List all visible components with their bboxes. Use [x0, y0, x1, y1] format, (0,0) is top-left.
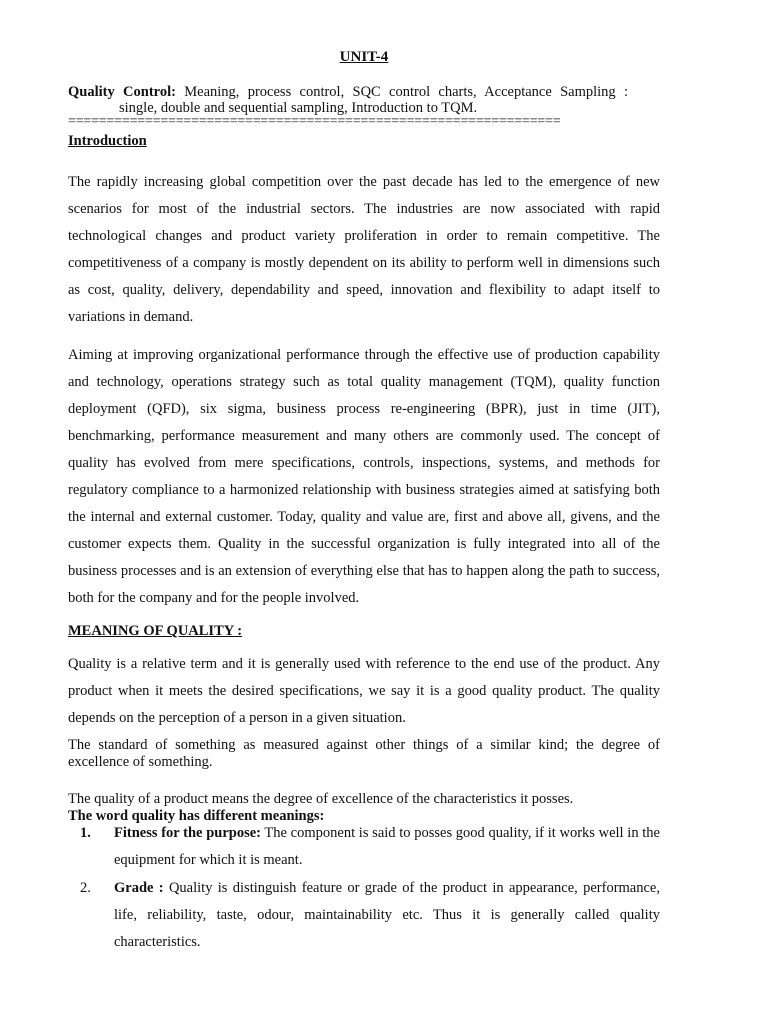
separator-line: ================================================================ — [68, 114, 561, 129]
introduction-paragraph-2: Aiming at improving organizational performance through the effective use of production capability and technology, operations strategy such as total quality management (TQM), quality function deployment (QFD), six sigma, business process re-engineering (BPR), just in time (JIT), benchmarking, performance measurement and many others are commonly used. The concept of quality has evolved from mere specifications, controls, inspections, systems, and methods for regulatory compliance to a harmonized relationship with business strategies aimed at satisfying both the internal and external customer. Today, quality and value are, first and above all, givens, and the customer expects them. Quality in the successful organization is fully integrated into all of the business processes and is an extension of everything else that has to happen along the path to success, both for the company and for the people involved. — [68, 347, 660, 606]
meanings-subheading: The word quality has different meanings: — [68, 808, 325, 824]
list-item-text: Quality is distinguish feature or grade of the product in appearance, performance, life, reliability, taste, odour, maintainability etc. Thus it is generally called quality characteristics. — [114, 880, 660, 950]
meanings-list — [68, 820, 660, 957]
list-item-term: Fitness for the purpose: — [114, 825, 261, 841]
document-page — [68, 0, 660, 1024]
syllabus-line-2: single, double and sequential sampling, Introduction to TQM. — [119, 100, 478, 116]
syllabus-block — [68, 84, 628, 116]
list-item-text: The component is said to posses good quality, if it works well in the equipment for which it is meant. — [114, 825, 660, 868]
list-item-number: 2. — [80, 880, 91, 896]
introduction-paragraph-1: The rapidly increasing global competition over the past decade has led to the emergence of new scenarios for most of the industrial sectors. The industries are now associated with rapid technological changes and product variety proliferation in order to remain competitive. The competitiveness of a company is mostly dependent on its ability to perform well in dimensions such as cost, quality, delivery, dependability and speed, innovation and flexibility to adapt itself to variations in demand. — [68, 174, 660, 325]
syllabus-line-1: Meaning, process control, SQC control charts, Acceptance Sampling : — [184, 84, 629, 100]
list-item — [68, 820, 660, 874]
unit-title: UNIT-4 — [339, 49, 389, 65]
meaning-paragraph-1: Quality is a relative term and it is generally used with reference to the end use of the product. Any product when it meets the desired specifications, we say it is a good quality product. The quality depends on the perception of a person in a given situation. — [68, 656, 660, 726]
meaning-paragraph-3: The quality of a product means the degree of excellence of the characteristics it posses. — [68, 791, 574, 807]
list-item-number: 1. — [80, 825, 91, 841]
introduction-heading: Introduction — [68, 133, 147, 149]
syllabus-label: Quality Control: — [68, 84, 176, 100]
meaning-of-quality-heading: MEANING OF QUALITY : — [68, 623, 243, 639]
list-item — [68, 875, 660, 956]
list-item-term: Grade : — [114, 880, 164, 896]
meaning-paragraph-2: The standard of something as measured against other things of a similar kind; the degree of excellence of something. — [68, 737, 660, 770]
